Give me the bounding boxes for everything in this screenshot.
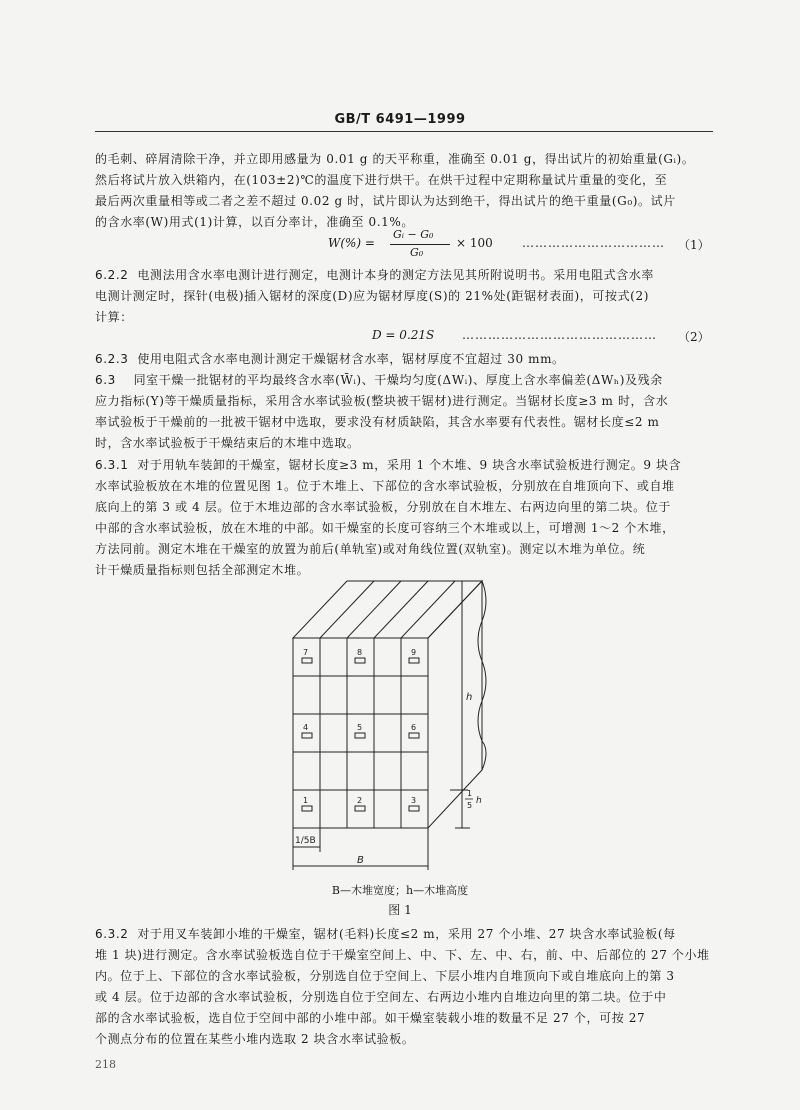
board-number: 3: [411, 796, 417, 805]
formula-2-text: D = 0.21S: [372, 328, 435, 342]
test-board-8: [355, 658, 365, 663]
test-board-1: [302, 806, 312, 811]
formula-denominator: G₀: [410, 246, 424, 259]
section-number: 6.3: [95, 373, 116, 387]
equation-number: （2）: [678, 330, 710, 344]
paragraph-line: 底向上的第 3 或 4 层。位于木堆边部的含水率试验板，分别放在自木堆左、右两边向里的第二块。位于: [95, 500, 671, 514]
paragraph-line: 率试验板于干燥前的一批被干锯材中选取，要求没有材质缺陷，其含水率要有代表性。锯材长度≤2 m: [95, 415, 660, 429]
paragraph-line: 水率试验板放在木堆的位置见图 1。位于木堆上、下部位的含水率试验板，分别放在自堆顶向下、或自堆: [95, 479, 675, 493]
board-number: 8: [357, 648, 363, 657]
stack-top-face: [293, 581, 482, 638]
section-number: 6.3.1: [95, 458, 129, 472]
formula-lhs: W(%) =: [328, 236, 375, 250]
section-text: 对于用叉车装卸小堆的干燥室，锯材(毛料)长度≤2 m，采用 27 个小堆、27 块含水率试验板(每: [137, 927, 676, 941]
paragraph-line: 堆 1 块)进行测定。含水率试验板选自位于干燥室空间上、中、下、左、中、右，前、中、后部位的 27 个小堆: [95, 948, 710, 962]
paragraph-line: 的含水率(W)用式(1)计算，以百分率计，准确至 0.1%。: [95, 215, 414, 229]
test-board-9: [409, 658, 419, 663]
paragraph-line: 内。位于上、下部位的含水率试验板，分别选自位于空间上、下层小堆内自堆顶向下或自堆底向上的第 3: [95, 969, 675, 983]
section-number: 6.2.3: [95, 352, 129, 366]
paragraph-line: 计干燥质量指标则包括全部测定木堆。: [95, 563, 310, 577]
section-6-3-2: [95, 925, 676, 942]
test-board-5: [355, 733, 365, 738]
section-number: 6.3.2: [95, 927, 129, 941]
section-text: 同室干燥一批锯材的平均最终含水率(W̄ᵢ)、干燥均匀度(ΔWᵢ)、厚度上含水率偏差(ΔWₕ)及残余: [133, 373, 663, 387]
paragraph-line: 时，含水率试验板于干燥结束后的木堆中选取。: [95, 436, 360, 450]
paragraph-line: 最后两次重量相等或二者之差不超过 0.02 g 时，试片即认为达到绝干，得出试片的绝干重量(G₀)。试片: [95, 194, 676, 208]
test-board-3: [409, 806, 419, 811]
section-text: 对于用轨车装卸的干燥室，锯材长度≥3 m，采用 1 个木堆、9 块含水率试验板进行测定。9 块含: [137, 458, 682, 472]
paragraph-line: 电测计测定时，探针(电极)插入锯材的深度(D)应为锯材厚度(S)的 21%处(距锯材表面)，可按式(2): [95, 289, 649, 303]
test-board-7: [302, 658, 312, 663]
fifth-height-denominator: 5: [467, 801, 473, 810]
page-number: 218: [95, 1058, 116, 1071]
paragraph-line: 或 4 层。位于边部的含水率试验板，分别选自位于空间左、右两边小堆内自堆边向里的第二块。位于中: [95, 990, 667, 1004]
formula-rhs: × 100: [456, 236, 493, 250]
section-text: 使用电阻式含水率电测计测定干燥锯材含水率，锯材厚度不宜超过 30 mm。: [137, 352, 565, 366]
paragraph-line: 然后将试片放入烘箱内，在(103±2)℃的温度下进行烘干。在烘干过程中定期称量试片重量的变化，至: [95, 173, 668, 187]
leader-dots: ……………………………: [522, 236, 665, 250]
fifth-width-label: 1/5B: [295, 836, 316, 846]
board-number: 2: [357, 796, 363, 805]
paragraph-line: 计算：: [95, 310, 133, 324]
paragraph-line: 应力指标(Y)等干燥质量指标，采用含水率试验板(整块被干锯材)进行测定。当锯材长度≥3 m 时，含水: [95, 394, 669, 408]
paragraph-line: 部的含水率试验板，选自位于空间中部的小堆中部。如干燥室装载小堆的数量不足 27 个，可按 27: [95, 1011, 646, 1025]
paragraph-line: 的毛刺、碎屑清除干净，并立即用感量为 0.01 g 的天平称重，准确至 0.01 g，得出试片的初始重量(Gᵢ)。: [95, 152, 695, 166]
standard-header: GB/T 6491—1999: [334, 112, 466, 127]
height-label: h: [466, 692, 473, 703]
figure-caption: B—木堆宽度；h—木堆高度: [331, 884, 469, 897]
stack-side-face: [428, 581, 482, 828]
test-board-2: [355, 806, 365, 811]
fifth-height-variable: h: [476, 796, 482, 806]
board-number: 4: [303, 723, 309, 732]
section-text: 电测法用含水率电测计进行测定，电测计本身的测定方法见其所附说明书。采用电阻式含水率: [137, 268, 654, 282]
board-number: 7: [303, 648, 309, 657]
board-number: 6: [411, 723, 417, 732]
paragraph-line: 中部的含水率试验板，放在木堆的中部。如干燥室的长度可容纳三个木堆或以上，可增测 1～2 个木堆，: [95, 521, 675, 535]
fifth-height-numerator: 1: [467, 789, 473, 798]
paragraph-line: 个测点分布的位置在某些小堆内选取 2 块含水率试验板。: [95, 1032, 415, 1046]
figure-title: 图 1: [388, 903, 412, 917]
test-board-6: [409, 733, 419, 738]
board-number: 1: [303, 796, 309, 805]
paragraph-line: 方法同前。测定木堆在干燥室的放置为前后(单轨室)或对角线位置(双轨室)。测定以木堆为单位。统: [95, 542, 646, 556]
section-number: 6.2.2: [95, 268, 129, 282]
formula-numerator: Gᵢ − G₀: [393, 228, 434, 241]
width-label: B: [357, 855, 364, 866]
leader-dots: ………………………………………: [462, 328, 657, 342]
test-board-4: [302, 733, 312, 738]
board-number: 5: [357, 723, 363, 732]
equation-number: （1）: [678, 238, 710, 252]
board-number: 9: [411, 648, 417, 657]
